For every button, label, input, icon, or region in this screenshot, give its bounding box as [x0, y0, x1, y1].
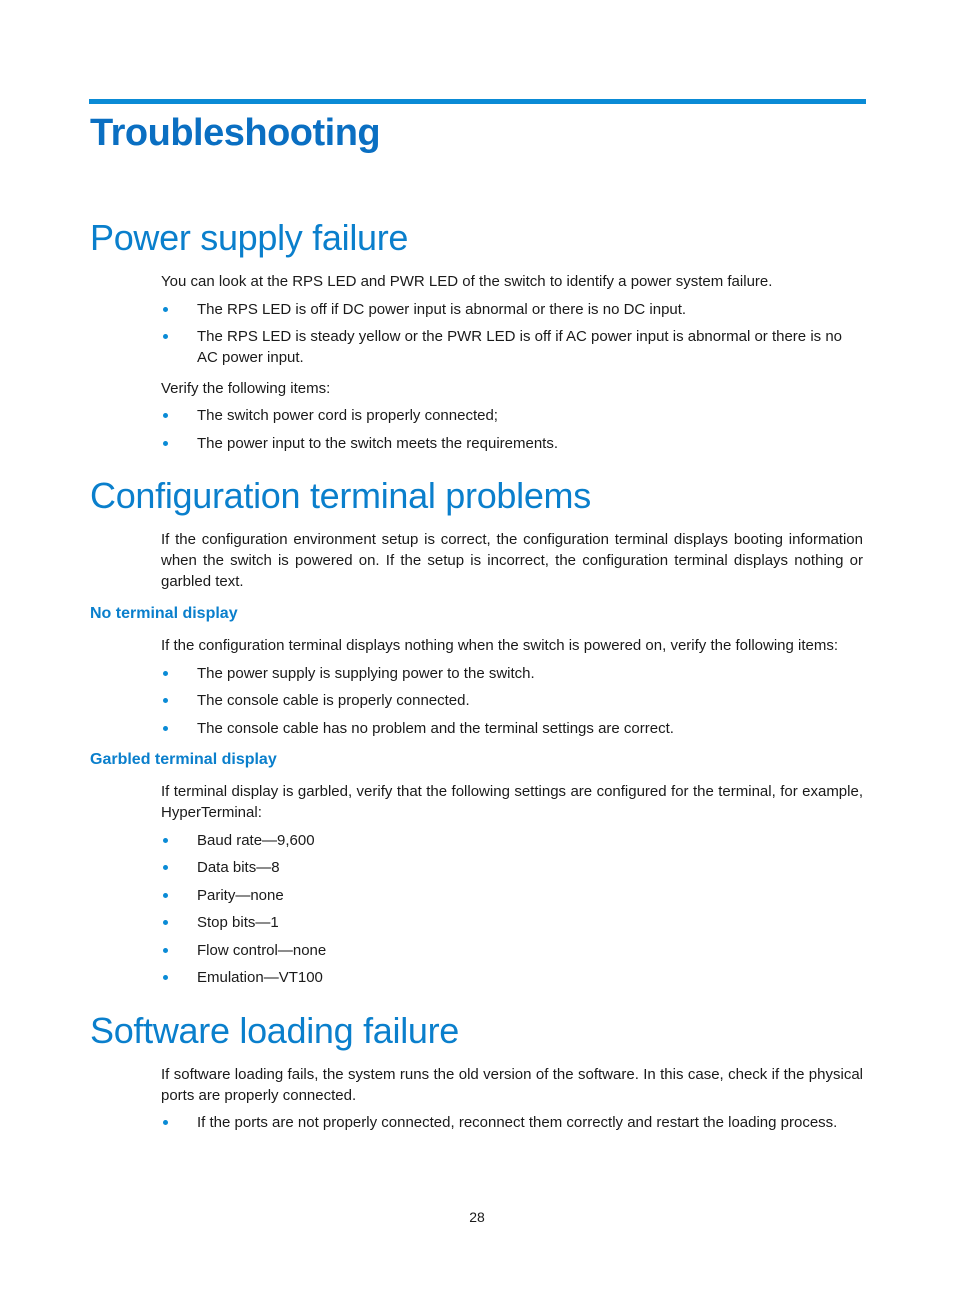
configuration-terminal-intro: If the configuration environment setup is correct, the configuration terminal displays booting information when the switch is powered on. If the setup is incorrect, the configuration terminal displays nothing or garbled text.	[161, 531, 863, 590]
bullet-icon	[163, 1120, 168, 1125]
list-item-text: Emulation—VT100	[197, 969, 323, 986]
list-item	[161, 405, 863, 426]
power-supply-intro: You can look at the RPS LED and PWR LED of the switch to identify a power system failure.	[161, 273, 773, 290]
list-item	[161, 830, 863, 851]
list-item-text: The RPS LED is off if DC power input is abnormal or there is no DC input.	[197, 301, 687, 318]
list-item	[161, 912, 863, 933]
list-item	[161, 690, 863, 711]
list-item	[161, 663, 863, 684]
list-item	[161, 940, 863, 961]
list-item	[161, 885, 863, 906]
list-item	[161, 299, 863, 320]
section-heading-power-supply: Power supply failure	[90, 217, 409, 258]
subsection-heading-garbled-terminal-display: Garbled terminal display	[90, 751, 277, 768]
list-item-text: The console cable is properly connected.	[197, 692, 470, 709]
page-number: 28	[469, 1209, 485, 1225]
bullet-icon	[163, 893, 168, 898]
bullet-icon	[163, 948, 168, 953]
section-heading-software-loading: Software loading failure	[90, 1010, 460, 1051]
list-item-text: The console cable has no problem and the terminal settings are correct.	[197, 720, 674, 737]
list-item-text: If the ports are not properly connected, reconnect them correctly and restart the loading process.	[197, 1114, 838, 1131]
list-item	[161, 718, 863, 739]
list-item	[161, 967, 863, 988]
no-terminal-display-intro: If the configuration terminal displays nothing when the switch is powered on, verify the following items:	[161, 637, 839, 654]
bullet-icon	[163, 334, 168, 339]
bullet-icon	[163, 413, 168, 418]
list-item-text: The power input to the switch meets the requirements.	[197, 435, 559, 452]
chapter-top-rule	[89, 99, 866, 104]
list-item-text: Stop bits—1	[197, 914, 279, 931]
list-item	[161, 1112, 863, 1133]
subsection-heading-no-terminal-display: No terminal display	[90, 605, 238, 622]
garbled-terminal-display-intro: If terminal display is garbled, verify that the following settings are configured for the terminal, for example, HyperTerminal:	[161, 783, 863, 821]
list-item-text: Parity—none	[197, 887, 284, 904]
list-item-text: The RPS LED is steady yellow or the PWR LED is off if AC power input is abnormal or there is no AC power input.	[197, 328, 842, 366]
list-item-text: Data bits—8	[197, 859, 280, 876]
software-loading-intro: If software loading fails, the system runs the old version of the software. In this case, check if the physical ports are properly connected.	[161, 1066, 863, 1104]
list-item-text: Flow control—none	[197, 942, 327, 959]
bullet-icon	[163, 441, 168, 446]
bullet-icon	[163, 307, 168, 312]
bullet-icon	[163, 838, 168, 843]
list-item	[161, 326, 863, 368]
section-heading-configuration-terminal: Configuration terminal problems	[90, 475, 591, 516]
list-item-text: The switch power cord is properly connected;	[197, 407, 498, 424]
bullet-icon	[163, 698, 168, 703]
bullet-icon	[163, 865, 168, 870]
bullet-icon	[163, 920, 168, 925]
power-supply-verify: Verify the following items:	[161, 380, 331, 397]
bullet-icon	[163, 975, 168, 980]
list-item-text: Baud rate—9,600	[197, 832, 315, 849]
bullet-icon	[163, 671, 168, 676]
bullet-icon	[163, 726, 168, 731]
list-item	[161, 857, 863, 878]
list-item	[161, 433, 863, 454]
chapter-title: Troubleshooting	[90, 112, 381, 154]
list-item-text: The power supply is supplying power to the switch.	[197, 665, 535, 682]
